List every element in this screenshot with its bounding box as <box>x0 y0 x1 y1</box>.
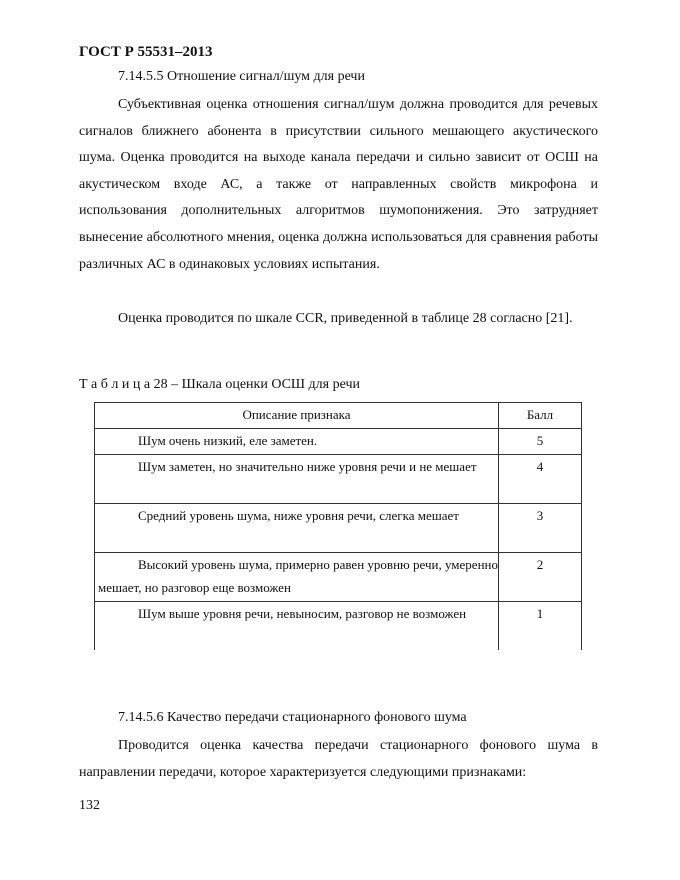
table-cell-score: 2 <box>499 553 582 602</box>
paragraph: Проводится оценка качества передачи стационарного фонового шума в направлении передачи, которое характеризуется следующими признаками: <box>79 738 598 780</box>
table-row <box>95 429 582 455</box>
document-header: ГОСТ Р 55531–2013 <box>79 44 213 60</box>
table-cell-description: Шум заметен, но значительно ниже уровня речи и не мешает <box>95 455 499 504</box>
column-header-description: Описание признака <box>95 403 499 429</box>
table-cell-description: Шум выше уровня речи, невыносим, разговор не возможен <box>95 602 499 651</box>
table-cell-score: 4 <box>499 455 582 504</box>
table-cell-score: 5 <box>499 429 582 455</box>
column-header-score: Балл <box>499 403 582 429</box>
table-cell-description: Средний уровень шума, ниже уровня речи, слегка мешает <box>95 504 499 553</box>
table-cell-description: Шум очень низкий, еле заметен. <box>95 429 499 455</box>
table-cell-description: Высокий уровень шума, примерно равен уровню речи, умеренно мешает, но разговор еще возможен <box>95 553 499 602</box>
table-caption: Т а б л и ц а 28 – Шкала оценки ОСШ для речи <box>79 377 361 392</box>
table-cell-score: 3 <box>499 504 582 553</box>
table-header-row <box>95 403 582 429</box>
paragraph: Субъективная оценка отношения сигнал/шум должна проводится для речевых сигналов ближнего абонента в присутствии сильного мешающего акустического шума. Оценка проводится на выходе канала передачи и сильно зависит от ОСШ на акустическом входе АС, а также от направленных свойств микрофона и использования дополнительных алгоритмов шумопонижения. Это затрудняет вынесение абсолютного мнения, оценка должна использоваться для сравнения работы различных АС в одинаковых условиях испытания. <box>79 97 598 272</box>
section-heading: 7.14.5.5 Отношение сигнал/шум для речи <box>118 69 365 84</box>
rating-table <box>94 402 582 650</box>
table-row <box>95 602 582 651</box>
table-row <box>95 553 582 602</box>
section-heading: 7.14.5.6 Качество передачи стационарного фонового шума <box>118 710 467 725</box>
table-row <box>95 504 582 553</box>
page-number: 132 <box>79 798 100 813</box>
table-row <box>95 455 582 504</box>
table-cell-score: 1 <box>499 602 582 651</box>
paragraph: Оценка проводится по шкале CCR, приведенной в таблице 28 согласно [21]. <box>118 311 573 326</box>
